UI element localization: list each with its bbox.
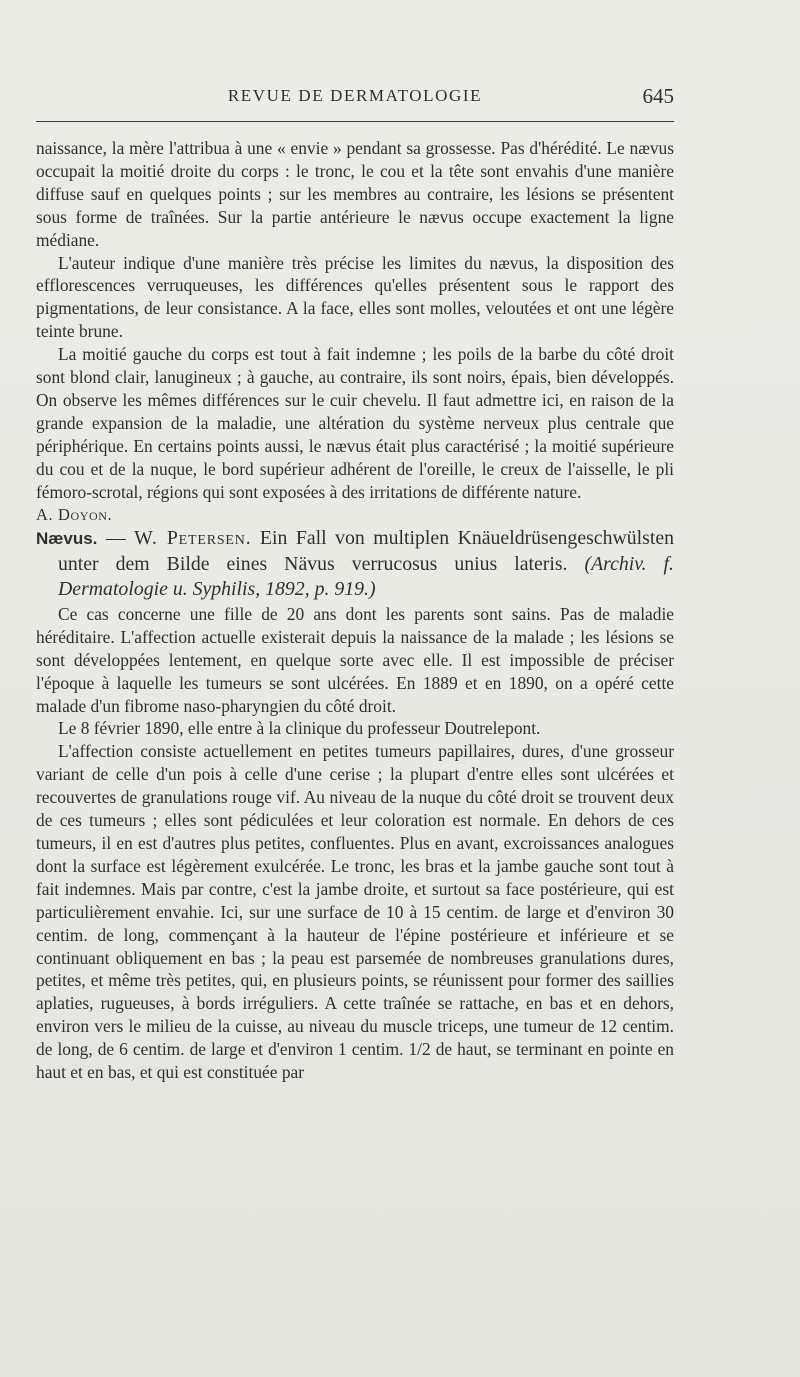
page-number: 645 xyxy=(642,84,674,108)
paragraph: naissance, la mère l'attribua à une « envie » pendant sa grossesse. Pas d'hérédité. Le nævus occupait la moitié droite du corps : le tronc, le cou et la tête sont envahis d'une manière diffuse sauf en quelques points ; sur les membres au contraire, les lésions se présentent sous forme de traînées. Sur la partie antérieure le nævus occupe exactement la ligne médiane. xyxy=(36,138,674,250)
paragraph: La moitié gauche du corps est tout à fait indemne ; les poils de la barbe du côté droit sont blond clair, lanugineux ; à gauche, au contraire, ils sont noirs, épais, bien développés. On observe les mêmes différences sur le cuir chevelu. Il faut admettre ici, en raison de la grande expansion de la maladie, une altération du système nerveux plus centrale que périphérique. En certains points aussi, le nævus était plus caractérisé ; la moitié supérieure du cou et de la nuque, le bord supérieur adhérent de l'oreille, le creux de l'aisselle, le pli fémoro-scrotal, régions qui sont exposées à des irritations de différente nature. xyxy=(36,344,674,502)
article-heading xyxy=(36,526,674,603)
running-title: REVUE DE DERMATOLOGIE xyxy=(227,86,483,105)
paragraph: L'auteur indique d'une manière très précise les limites du nævus, la disposition des efflorescences verruqueuses, les différences qu'elles présentent sous le rapport des pigmentations, de leur consistance. A la face, elles sont molles, veloutées et ont une légère teinte brune. xyxy=(36,252,674,342)
page-header xyxy=(36,84,674,112)
heading-dash: — xyxy=(97,527,135,550)
heading-title: Ein Fall von multiplen Knäueldrüsengeschwülsten unter dem Bilde eines Nävus verrucosus unius lateris. xyxy=(58,527,675,575)
header-rule xyxy=(36,121,674,122)
paragraph: Le 8 février 1890, elle entre à la clinique du professeur Doutrelepont. xyxy=(58,718,541,739)
paragraph: L'affection consiste actuellement en petites tumeurs papillaires, dures, d'une grosseur variant de celle d'un pois à celle d'une cerise ; la plupart d'entre elles sont ulcérées et recouvertes de granulations rouge vif. Au niveau de la nuque du côté droit se trouvent deux de ces tumeurs ; elles sont pédiculées et leur coloration est normale. En dehors de ces tumeurs, il en est d'autres plus petites, confluentes. Plus en avant, excroissances analogues dont la surface est légèrement exulcérée. Le tronc, les bras et la jambe gauche sont tout à fait indemnes. Mais par contre, c'est la jambe droite, et surtout sa face postérieure, qui est particulièrement envahie. Ici, sur une surface de 10 à 15 centim. de large et d'environ 30 centim. de long, commençant à la hauteur de l'épine postérieure et inférieure et se continuant obliquement en bas ; la peau est parsemée de nombreuses granulations dures, petites, et même très petites, qui, en plusieurs points, se réunissent pour former des saillies aplaties, rugueuses, à bords irréguliers. A cette traînée se rattache, en bas et en dehors, environ vers le milieu de la cuisse, au niveau du muscle triceps, une tumeur de 12 centim. de long, de 6 centim. de large et d'environ 1 centim. 1/2 de haut, se terminant en pointe en haut et en bas, et qui est constituée par xyxy=(36,741,674,1083)
paragraph: Ce cas concerne une fille de 20 ans dont les parents sont sains. Pas de maladie héréditaire. L'affection actuelle existerait depuis la naissance de la malade ; les lésions se sont développées lentement, en quelque sorte avec elle. Il est impossible de préciser l'époque à laquelle les tumeurs se sont ulcérées. En 1889 et en 1890, on a opéré cette malade d'un fibrome naso-pharyngien du côté droit. xyxy=(36,603,674,716)
heading-label: Nævus. xyxy=(36,529,98,549)
author-signature: A. Doyon. xyxy=(36,504,113,524)
heading-citation: (Archiv. f. Dermatologie u. Syphilis, 1892, p. 919.) xyxy=(58,552,674,601)
heading-author: W. Petersen. xyxy=(134,527,252,550)
body-text xyxy=(36,137,674,1084)
